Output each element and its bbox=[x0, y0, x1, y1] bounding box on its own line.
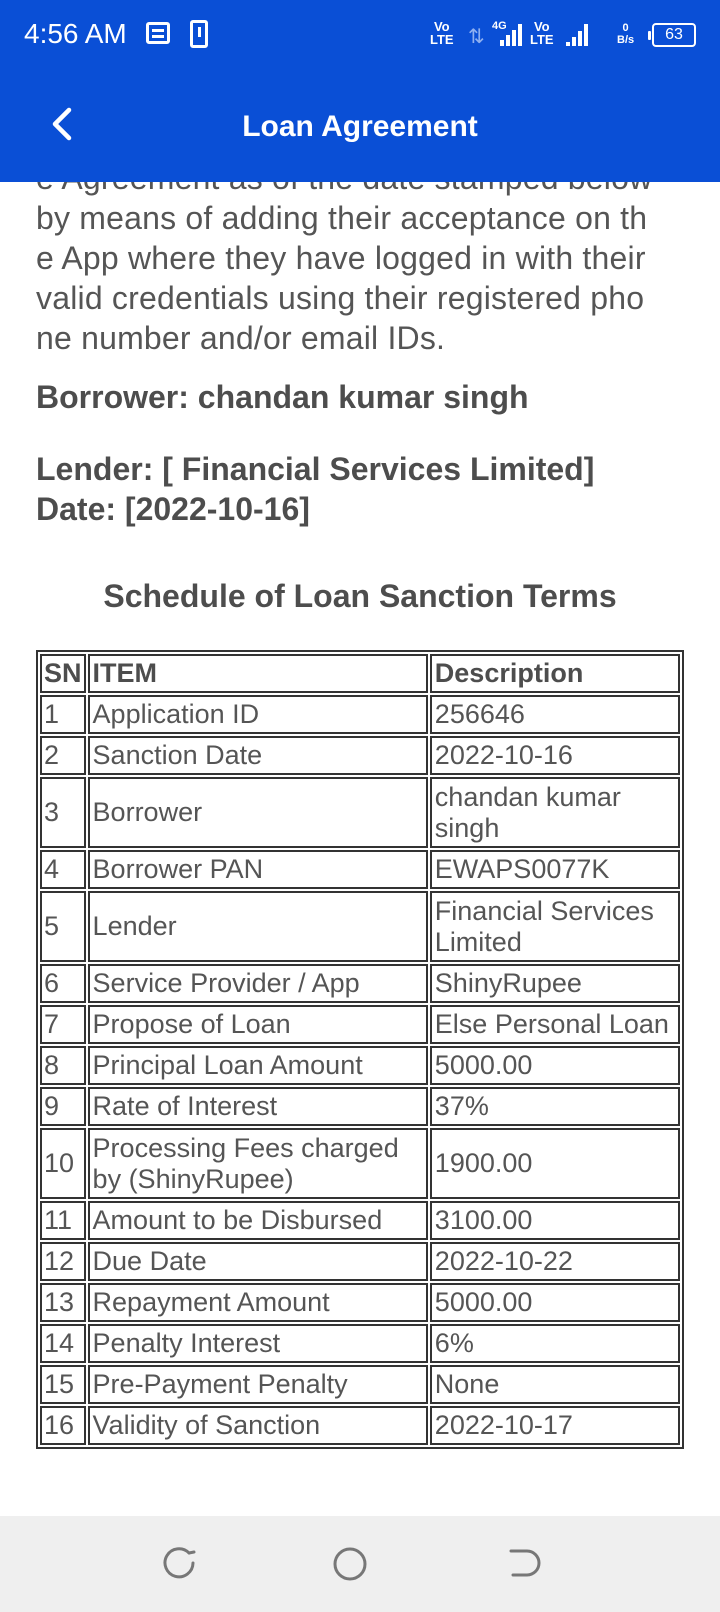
table-row bbox=[40, 1283, 680, 1322]
agreement-line: valid credentials using their registered pho bbox=[36, 280, 645, 316]
speed-unit: B/s bbox=[617, 34, 635, 46]
app-bar bbox=[0, 0, 720, 182]
system-navigation-bar bbox=[0, 1516, 720, 1612]
row-sn: 9 bbox=[40, 1087, 86, 1126]
row-sn: 11 bbox=[40, 1201, 86, 1240]
row-sn: 7 bbox=[40, 1005, 86, 1044]
home-button[interactable] bbox=[330, 1544, 370, 1584]
row-description: 37% bbox=[430, 1087, 680, 1126]
row-description: 256646 bbox=[430, 695, 680, 734]
row-sn: 16 bbox=[40, 1406, 86, 1445]
battery-level: 63 bbox=[665, 26, 683, 43]
row-description: 6% bbox=[430, 1324, 680, 1363]
borrower-line: Borrower: chandan kumar singh bbox=[36, 379, 529, 415]
back-arrow-icon bbox=[507, 1547, 541, 1581]
table-row bbox=[40, 695, 680, 734]
table-header-row bbox=[40, 654, 680, 693]
status-time: 4:56 AM bbox=[24, 18, 127, 49]
row-description: Financial Services Limited bbox=[430, 891, 680, 962]
table-row bbox=[40, 736, 680, 775]
row-description: Else Personal Loan bbox=[430, 1005, 680, 1044]
row-item: Principal Loan Amount bbox=[88, 1046, 428, 1085]
volte-label-2: Vo LTE bbox=[530, 19, 554, 47]
nav-back-button[interactable] bbox=[504, 1544, 544, 1584]
row-sn: 5 bbox=[40, 891, 86, 962]
lender-line: Lender: [ Financial Services Limited] bbox=[36, 451, 595, 487]
row-item: Amount to be Disbursed bbox=[88, 1201, 428, 1240]
row-item: Lender bbox=[88, 891, 428, 962]
network-speed bbox=[617, 22, 634, 46]
row-sn: 6 bbox=[40, 964, 86, 1003]
row-sn: 13 bbox=[40, 1283, 86, 1322]
row-item: Service Provider / App bbox=[88, 964, 428, 1003]
speed-value: 0 bbox=[622, 22, 629, 34]
home-circle-icon bbox=[332, 1546, 368, 1582]
row-sn: 4 bbox=[40, 850, 86, 889]
data-transfer-icon: ⇅ bbox=[468, 26, 485, 48]
row-item: Repayment Amount bbox=[88, 1283, 428, 1322]
row-description: ShinyRupee bbox=[430, 964, 680, 1003]
table-row bbox=[40, 1365, 680, 1404]
row-description: 2022-10-17 bbox=[430, 1406, 680, 1445]
row-description: 5000.00 bbox=[430, 1046, 680, 1085]
status-bar bbox=[0, 0, 720, 72]
row-item: Due Date bbox=[88, 1242, 428, 1281]
row-description: EWAPS0077K bbox=[430, 850, 680, 889]
phone-notification-icon bbox=[190, 20, 208, 48]
message-notification-icon bbox=[146, 22, 170, 44]
table-row bbox=[40, 1128, 680, 1199]
row-item: Application ID bbox=[88, 695, 428, 734]
row-sn: 2 bbox=[40, 736, 86, 775]
row-description: 5000.00 bbox=[430, 1283, 680, 1322]
row-description: 2022-10-16 bbox=[430, 736, 680, 775]
table-row bbox=[40, 1046, 680, 1085]
recents-icon bbox=[163, 1547, 197, 1581]
table-row bbox=[40, 1406, 680, 1445]
table-row bbox=[40, 850, 680, 889]
agreement-line: by means of adding their acceptance on th bbox=[36, 200, 648, 236]
header-sn: SN bbox=[40, 654, 86, 693]
row-sn: 1 bbox=[40, 695, 86, 734]
table-row bbox=[40, 1005, 680, 1044]
table-row bbox=[40, 1201, 680, 1240]
row-sn: 10 bbox=[40, 1128, 86, 1199]
signal-strength-icon-2 bbox=[566, 24, 588, 46]
row-description: 2022-10-22 bbox=[430, 1242, 680, 1281]
row-item: Borrower bbox=[88, 777, 428, 848]
row-sn: 12 bbox=[40, 1242, 86, 1281]
date-line: Date: [2022-10-16] bbox=[36, 491, 310, 527]
row-item: Borrower PAN bbox=[88, 850, 428, 889]
agreement-line: ne number and/or email IDs. bbox=[36, 320, 446, 356]
row-item: Penalty Interest bbox=[88, 1324, 428, 1363]
row-sn: 15 bbox=[40, 1365, 86, 1404]
signal-strength-icon bbox=[500, 24, 522, 46]
row-item: Propose of Loan bbox=[88, 1005, 428, 1044]
table-row bbox=[40, 1087, 680, 1126]
table-row bbox=[40, 964, 680, 1003]
recents-button[interactable] bbox=[160, 1544, 200, 1584]
row-item: Sanction Date bbox=[88, 736, 428, 775]
table-row bbox=[40, 891, 680, 962]
volte-label: Vo LTE bbox=[430, 19, 454, 47]
row-item: Rate of Interest bbox=[88, 1087, 428, 1126]
row-item: Processing Fees charged by (ShinyRupee) bbox=[88, 1128, 428, 1199]
row-description: None bbox=[430, 1365, 680, 1404]
row-sn: 8 bbox=[40, 1046, 86, 1085]
page-title: Loan Agreement bbox=[242, 110, 478, 143]
table-row bbox=[40, 1324, 680, 1363]
schedule-title: Schedule of Loan Sanction Terms bbox=[103, 578, 617, 614]
row-item: Pre-Payment Penalty bbox=[88, 1365, 428, 1404]
row-sn: 3 bbox=[40, 777, 86, 848]
network-type-label: 4G bbox=[492, 20, 507, 32]
header-item: ITEM bbox=[88, 654, 428, 693]
table-row bbox=[40, 1242, 680, 1281]
row-description: 1900.00 bbox=[430, 1128, 680, 1199]
row-sn: 14 bbox=[40, 1324, 86, 1363]
agreement-paragraph bbox=[36, 158, 686, 358]
row-description: 3100.00 bbox=[430, 1201, 680, 1240]
row-description: chandan kumar singh bbox=[430, 777, 680, 848]
loan-terms-table bbox=[36, 650, 684, 1449]
battery-icon bbox=[652, 23, 696, 47]
agreement-line: e App where they have logged in with their bbox=[36, 240, 646, 276]
table-row bbox=[40, 777, 680, 848]
header-description: Description bbox=[430, 654, 680, 693]
row-item: Validity of Sanction bbox=[88, 1406, 428, 1445]
